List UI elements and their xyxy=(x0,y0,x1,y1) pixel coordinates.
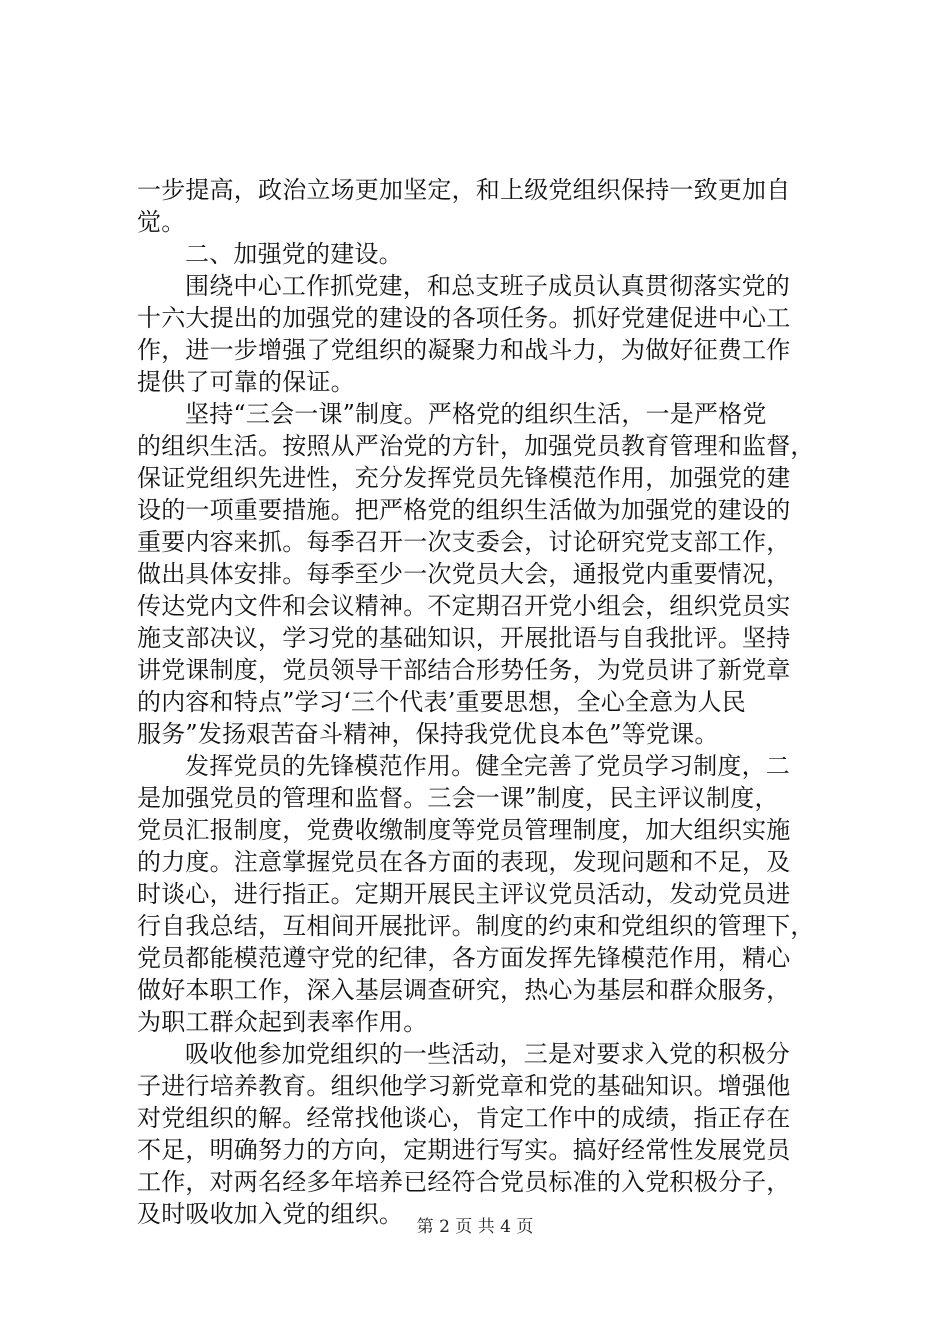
text-line: 及时吸收加入党的组织。 xyxy=(137,1200,404,1228)
text-line: 觉。 xyxy=(137,208,186,236)
text-line: 做出具体安排。每季至少一次党员大会，通报党内重要情况， xyxy=(137,560,791,588)
text-line: 做好本职工作，深入基层调查研究，热心为基层和群众服务， xyxy=(137,976,791,1004)
text-line: 吸收他参加党组织的一些活动，三是对要求入党的积极分 xyxy=(185,1040,790,1068)
text-line: 子进行培养教育。组织他学习新党章和党的基础知识。增强他 xyxy=(137,1072,791,1100)
text-line: 保证党组织先进性，充分发挥党员先锋模范作用，加强党的建 xyxy=(137,464,791,492)
text-line: 十六大提出的加强党的建设的各项任务。抓好党建促进中心工 xyxy=(137,304,791,332)
text-line: 一步提高，政治立场更加坚定，和上级党组织保持一致更加自 xyxy=(137,176,791,204)
text-line: 提供了可靠的保证。 xyxy=(137,368,355,396)
text-line: 行自我总结，互相间开展批评。制度的约束和党组织的管理下， xyxy=(137,912,815,940)
text-line: 的内容和特点”学习‘三个代表’重要思想，全心全意为人民 xyxy=(137,688,746,716)
document-body xyxy=(137,174,837,1230)
text-line: 党员都能模范遵守党的纪律，各方面发挥先锋模范作用，精心 xyxy=(137,944,791,972)
text-line: 的组织生活。按照从严治党的方针，加强党员教育管理和监督， xyxy=(137,432,815,460)
text-line: 发挥党员的先锋模范作用。健全完善了党员学习制度，二 xyxy=(185,752,790,780)
text-line: 对党组织的解。经常找他谈心，肯定工作中的成绩，指正存在 xyxy=(137,1104,791,1132)
text-line: 施支部决议，学习党的基础知识，开展批语与自我批评。坚持 xyxy=(137,624,791,652)
text-line: 服务”发扬艰苦奋斗精神，保持我党优良本色”等党课。 xyxy=(137,720,719,748)
text-line: 设的一项重要措施。把严格党的组织生活做为加强党的建设的 xyxy=(137,496,791,524)
text-line: 围绕中心工作抓党建，和总支班子成员认真贯彻落实党的 xyxy=(185,272,790,300)
text-line: 讲党课制度，党员领导干部结合形势任务，为党员讲了新党章 xyxy=(137,656,791,684)
text-line: 工作，对两名经多年培养已经符合党员标准的入党积极分子， xyxy=(137,1168,791,1196)
text-line: 传达党内文件和会议精神。不定期召开党小组会，组织党员实 xyxy=(137,592,791,620)
section-heading: 二、加强党的建设。 xyxy=(185,240,403,268)
page-number-footer: 第 2 页 共 4 页 xyxy=(416,1217,534,1237)
text-line: 是加强党员的管理和监督。三会一课”制度，民主评议制度， xyxy=(137,784,779,812)
text-line: 时谈心，进行指正。定期开展民主评议党员活动，发动党员进 xyxy=(137,880,791,908)
text-line: 为职工群众起到表率作用。 xyxy=(137,1008,428,1036)
text-line: 党员汇报制度，党费收缴制度等党员管理制度，加大组织实施 xyxy=(137,816,791,844)
text-line: 不足，明确努力的方向，定期进行写实。搞好经常性发展党员 xyxy=(137,1136,791,1164)
text-line: 重要内容来抓。每季召开一次支委会，讨论研究党支部工作， xyxy=(137,528,791,556)
text-line: 作，进一步增强了党组织的凝聚力和战斗力，为做好征费工作 xyxy=(137,336,791,364)
text-line: 的力度。注意掌握党员在各方面的表现，发现问题和不足，及 xyxy=(137,848,791,876)
text-line: 坚持“三会一课”制度。严格党的组织生活，一是严格党 xyxy=(185,400,767,428)
